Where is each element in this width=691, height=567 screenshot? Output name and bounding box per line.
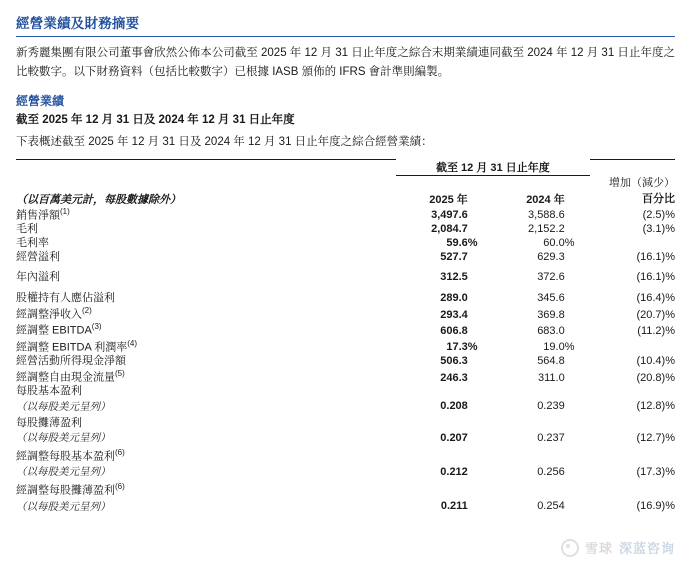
intro-paragraph: 新秀麗集團有限公司董事會欣然公佈本公司截至 2025 年 12 月 31 日止年度之綜合末期業績連同截至 2024 年 12 月 31 日止年度之比較數字。以下財務資料（包括比較數字）已根據 IASB 頒佈的 IFRS 會計準則編製。 [16,47,675,78]
row-label: 經調整自由現金流量$^{(5)}$ [16,368,125,384]
row-label: 經調整 EBITDA$^{(3)}$ [16,322,102,337]
row-percent-sign-2024 [565,292,590,306]
row-change-percent: (10.4)% [636,355,675,368]
row-change-percent: (20.7)% [636,308,675,321]
table-row [16,237,675,251]
row-percent-sign-2024 [565,369,590,385]
row-change-percent: (12.8)% [636,400,675,413]
row-label: 毛利 [16,223,38,236]
blank-cell-e [565,176,590,191]
row-percent-sign-2024 [565,399,590,417]
row-value-2024: 369.8 [537,308,565,321]
row-value-2024: 3,588.6 [528,209,565,222]
row-percent-sign-2025 [468,399,493,417]
row-value-2025: 527.7 [440,250,468,263]
row-percent-sign-2025 [468,448,493,464]
row-change-percent: (2.5)% [642,209,675,222]
row-percent-sign-2024 [565,322,590,338]
row-percent-sign-2025 [468,385,493,399]
row-percent-sign-2024 [565,385,590,399]
watermark-account: 深蓝咨询 [618,541,675,556]
row-label: 經調整淨收入$^{(2)}$ [16,305,92,321]
row-label-footnote-marker: (2) [82,305,92,315]
row-label: （以每股美元呈列） [16,500,111,513]
page-title: 經營業績及財務摘要 [16,16,140,31]
row-percent-sign-2025 [468,306,493,322]
blank-cell-c [468,176,493,191]
row-value-2024: 60.0 [543,236,565,249]
row-label: 經營溢利 [16,250,60,263]
table-gap-row [16,264,675,271]
table-row [16,448,675,464]
row-percent-sign-2025 [468,465,493,483]
row-value-2024 [493,385,565,399]
row-percent-sign-2025: % [467,341,478,354]
row-value-2024: 683.0 [537,325,565,337]
change-header-line1: 增加（減少） [609,176,675,189]
row-label: 經調整 EBITDA 利潤率$^{(4)}$ [16,338,138,354]
row-value-2024 [493,482,565,498]
row-value-2024: 629.3 [537,250,565,263]
row-value-2024: 372.6 [537,271,565,284]
span-header-period: 截至 12 月 31 日止年度 [396,159,590,176]
row-label: （以每股美元呈列） [16,466,111,479]
table-row [16,399,675,417]
row-percent-sign-2024 [565,306,590,322]
row-value-2025: 246.3 [440,371,468,384]
row-change-percent: (17.3)% [636,465,675,478]
row-percent-sign-2024 [565,355,590,369]
table-row [16,339,675,355]
row-percent-sign-2025 [468,322,493,338]
change-header-line2: 百分比 [642,192,675,205]
row-label: 股權持有人應佔溢利 [16,292,115,305]
row-percent-sign-2024 [565,448,590,464]
row-percent-sign-2024 [565,251,590,265]
row-percent-sign-2024 [565,417,590,431]
row-value-2025 [396,448,468,464]
table-row [16,431,675,449]
row-label: 經調整每股攤薄盈利$^{(6)}$ [16,482,125,498]
row-change-percent: (16.9)% [636,499,675,512]
column-header-2025: 2025 年 [429,193,468,206]
row-label-footnote-marker: (6) [115,448,125,458]
watermark [561,538,675,557]
row-value-2025 [396,417,468,431]
row-change-percent: (11.2)% [637,325,675,337]
row-value-2024: 19.0 [543,341,565,354]
table-row [16,306,675,322]
row-value-2024: 345.6 [537,292,565,305]
table-row [16,369,675,385]
row-label-footnote-marker: (4) [127,338,138,348]
row-value-2024: 0.256 [537,465,565,478]
row-change-percent [590,482,675,498]
row-value-2024: 0.239 [537,400,565,413]
row-percent-sign-2025: % [467,236,478,249]
financial-summary-table [16,159,675,517]
row-value-2025: 606.8 [440,325,468,337]
row-value-2025: 3,497.6 [431,209,468,222]
row-value-2025: 0.208 [440,400,468,413]
row-percent-sign-2025 [468,369,493,385]
row-percent-sign-2025 [468,355,493,369]
row-label: 經調整每股基本盈利$^{(6)}$ [16,448,125,463]
row-percent-sign-2024 [565,499,590,517]
pct-spacer-2025 [468,191,493,207]
row-label-footnote-marker: (1) [60,206,70,216]
row-percent-sign-2024: % [564,236,575,249]
row-percent-sign-2024 [565,223,590,237]
pct-spacer-2024 [565,191,590,207]
table-row [16,207,675,223]
row-label: （以每股美元呈列） [16,432,111,445]
column-header-2024: 2024 年 [526,193,565,206]
row-value-2025: 0.207 [440,431,468,444]
row-label: 每股基本盈利 [16,385,82,398]
row-value-2024: 564.8 [537,355,565,368]
span-header-change-spacer [590,159,675,176]
row-label: （以每股美元呈列） [16,400,111,413]
table-row [16,251,675,265]
row-percent-sign-2025 [468,431,493,449]
row-percent-sign-2025 [468,417,493,431]
watermark-brand: 雪球 [584,541,613,556]
row-change-percent [590,237,675,251]
row-percent-sign-2025 [468,271,493,285]
row-change-percent [590,448,675,464]
row-value-2024: 311.0 [538,371,565,384]
row-value-2025 [396,385,468,399]
title-divider [16,36,675,37]
row-label: 毛利率 [16,236,49,249]
row-value-2025: 289.0 [440,292,468,305]
row-value-2025: 506.3 [440,355,468,368]
row-value-2025: 2,084.7 [431,223,468,236]
table-row [16,292,675,306]
row-change-percent: (20.8)% [636,371,675,384]
row-label: 每股攤薄盈利 [16,416,82,429]
change-header-line1-row [16,176,675,191]
row-change-percent: (16.4)% [636,292,675,305]
blank-cell-d [493,176,565,191]
row-value-2024 [493,448,565,464]
row-change-percent [590,339,675,355]
section-heading: 經營業績 [16,93,65,108]
table-row [16,465,675,483]
table-row [16,355,675,369]
row-value-2024: 0.237 [537,431,565,444]
row-label-footnote-marker: (3) [91,322,102,332]
table-row [16,322,675,338]
row-percent-sign-2024 [565,465,590,483]
row-percent-sign-2024 [565,482,590,498]
row-value-2025: 312.5 [440,271,468,284]
row-label-footnote-marker: (6) [115,482,125,492]
row-percent-sign-2025 [468,223,493,237]
row-percent-sign-2024: % [564,341,575,354]
span-header-spacer [16,159,396,176]
table-row [16,271,675,285]
table-row [16,417,675,431]
row-change-percent: (12.7)% [636,431,675,444]
table-column-header-row [16,191,675,207]
table-lead-text: 下表概述截至 2025 年 12 月 31 日及 2024 年 12 月 31 日止年度之綜合經營業績： [16,135,433,148]
row-value-2025: 0.211 [440,499,468,512]
row-value-2025 [396,482,468,498]
row-change-percent: (16.1)% [636,250,675,263]
watermark-logo-icon [561,539,579,557]
row-change-percent [590,417,675,431]
table-span-header-row [16,159,675,176]
row-label: 年內溢利 [16,271,60,284]
section-subheading: 截至 2025 年 12 月 31 日及 2024 年 12 月 31 日止年度 [16,113,295,126]
table-body [16,207,675,517]
row-change-percent: (3.1)% [642,223,675,236]
row-value-2024: 2,152.2 [528,223,565,236]
row-value-2024: 0.254 [537,499,565,512]
row-value-2025: 17.3 [446,341,468,354]
row-label: 經營活動所得現金淨額 [16,355,126,368]
table-row [16,223,675,237]
row-value-2025: 293.4 [440,308,468,321]
row-value-2025: 0.212 [440,465,468,478]
blank-cell-a [16,176,396,191]
row-change-percent [590,385,675,399]
row-value-2025: 59.6 [446,236,468,249]
row-percent-sign-2024 [565,431,590,449]
row-percent-sign-2025 [468,482,493,498]
row-percent-sign-2024 [565,207,590,223]
row-value-2024 [493,417,565,431]
row-change-percent: (16.1)% [636,271,675,284]
row-label-footnote-marker: (5) [115,368,125,378]
row-percent-sign-2025 [468,499,493,517]
blank-cell-b [396,176,468,191]
row-percent-sign-2025 [468,207,493,223]
footnote-peek [16,519,675,529]
table-row [16,499,675,517]
row-percent-sign-2024 [565,271,590,285]
table-row [16,482,675,498]
table-row [16,385,675,399]
row-percent-sign-2025 [468,292,493,306]
row-percent-sign-2025 [468,251,493,265]
row-label: 銷售淨額$^{(1)}$ [16,206,70,222]
units-label: （以百萬美元計，每股數據除外） [16,193,181,206]
